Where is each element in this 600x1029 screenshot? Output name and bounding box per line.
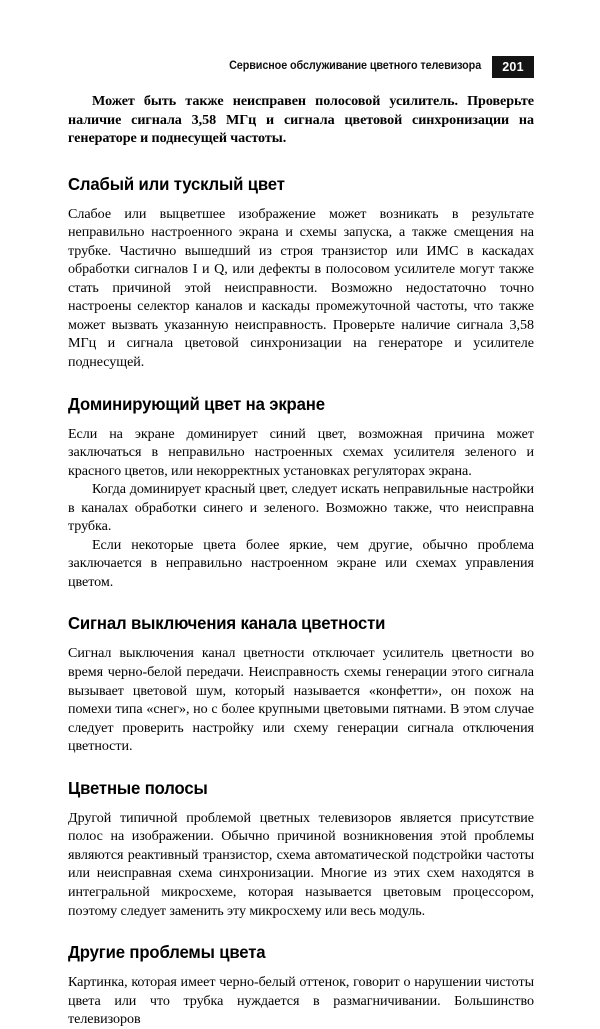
spacer	[68, 591, 534, 613]
spacer	[68, 148, 534, 174]
section-paragraph: Когда доминирует красный цвет, следует искать неправильные настройки в каналах обработки синего и зеленого. Возможно также, что неисправна трубка.	[68, 481, 534, 535]
section-heading-other-color-problems: Другие проблемы цвета	[68, 942, 266, 963]
section-paragraph: Сигнал выключения канал цветности отключает усилитель цветности во время черно-белой передачи. Неисправность схемы генерации этого сигнала вызывает цветовой шум, который называется «конфетти», он похож на помехи типа «снег», но с более крупными цветовыми пятнами. В этом случае следует проверить настройку или схему генерации сигнала отключения цветности.	[68, 645, 534, 755]
spacer	[68, 372, 534, 394]
running-header	[68, 57, 534, 77]
spacer	[68, 798, 534, 809]
spacer	[68, 920, 534, 942]
spacer	[68, 414, 534, 425]
section-heading-color-killer: Сигнал выключения канала цветности	[68, 613, 386, 634]
running-header-title: Сервисное обслуживание цветного телевизора	[228, 60, 481, 73]
section-paragraph: Если некоторые цвета более яркие, чем другие, обычно проблема заключается в неправильно настроенном экране или схемах управления цветом.	[68, 536, 534, 590]
section-paragraph: Другой типичной проблемой цветных телевизоров является присутствие полос на изображении. Обычно причиной возникновения этой проблемы являются реактивный транзистор, схема автоматической подстройки частоты или неисправная схема синхронизации. Многие из этих схем находятся в интегральной микросхеме, которая называется цветовым процессором, поэтому следует заменить эту микросхему или весь модуль.	[68, 809, 534, 919]
section-paragraph: Картинка, которая имеет черно-белый оттенок, говорит о нарушении чистоты цвета или что трубка нуждается в размагничивании. Большинство телевизоров	[68, 974, 534, 1028]
intro-paragraph: Может быть также неисправен полосовой усилитель. Проверьте наличие сигнала 3,58 МГц и сигнала цветовой синхронизации на генераторе и поднесущей частоты.	[68, 93, 534, 147]
section-heading-color-bars: Цветные полосы	[68, 777, 208, 798]
spacer	[68, 194, 534, 205]
section-paragraph: Если на экране доминирует синий цвет, возможная причина может заключаться в неправильно настроенных схемах усилителя зеленого и красного цветов, или некорректных установках регуляторах экрана.	[68, 425, 534, 479]
page-number-badge: 201	[492, 56, 534, 79]
spacer	[68, 756, 534, 778]
section-heading-dominant-color: Доминирующий цвет на экране	[68, 393, 325, 414]
section-paragraph: Слабое или выцветшее изображение может возникать в результате неправильно настроенного экрана и схемы запуска, а также смещения на трубке. Частично вышедший из строя транзистор или ИМС в каскадах обработки сигналов I и Q, или дефекты в полосовом усилителе могут также стать причиной этой неисправности. Возможно недостаточно точно настроены селектор каналов и каскады промежуточной частоты, что также может вызвать указанную неисправность. Проверьте наличие сигнала 3,58 МГц и сигнала цветовой синхронизации на генераторе и усилителе поднесущей.	[68, 205, 534, 371]
text-column	[68, 92, 534, 1029]
spacer	[68, 633, 534, 644]
section-heading-weak-color: Слабый или тусклый цвет	[68, 173, 285, 194]
spacer	[68, 962, 534, 973]
